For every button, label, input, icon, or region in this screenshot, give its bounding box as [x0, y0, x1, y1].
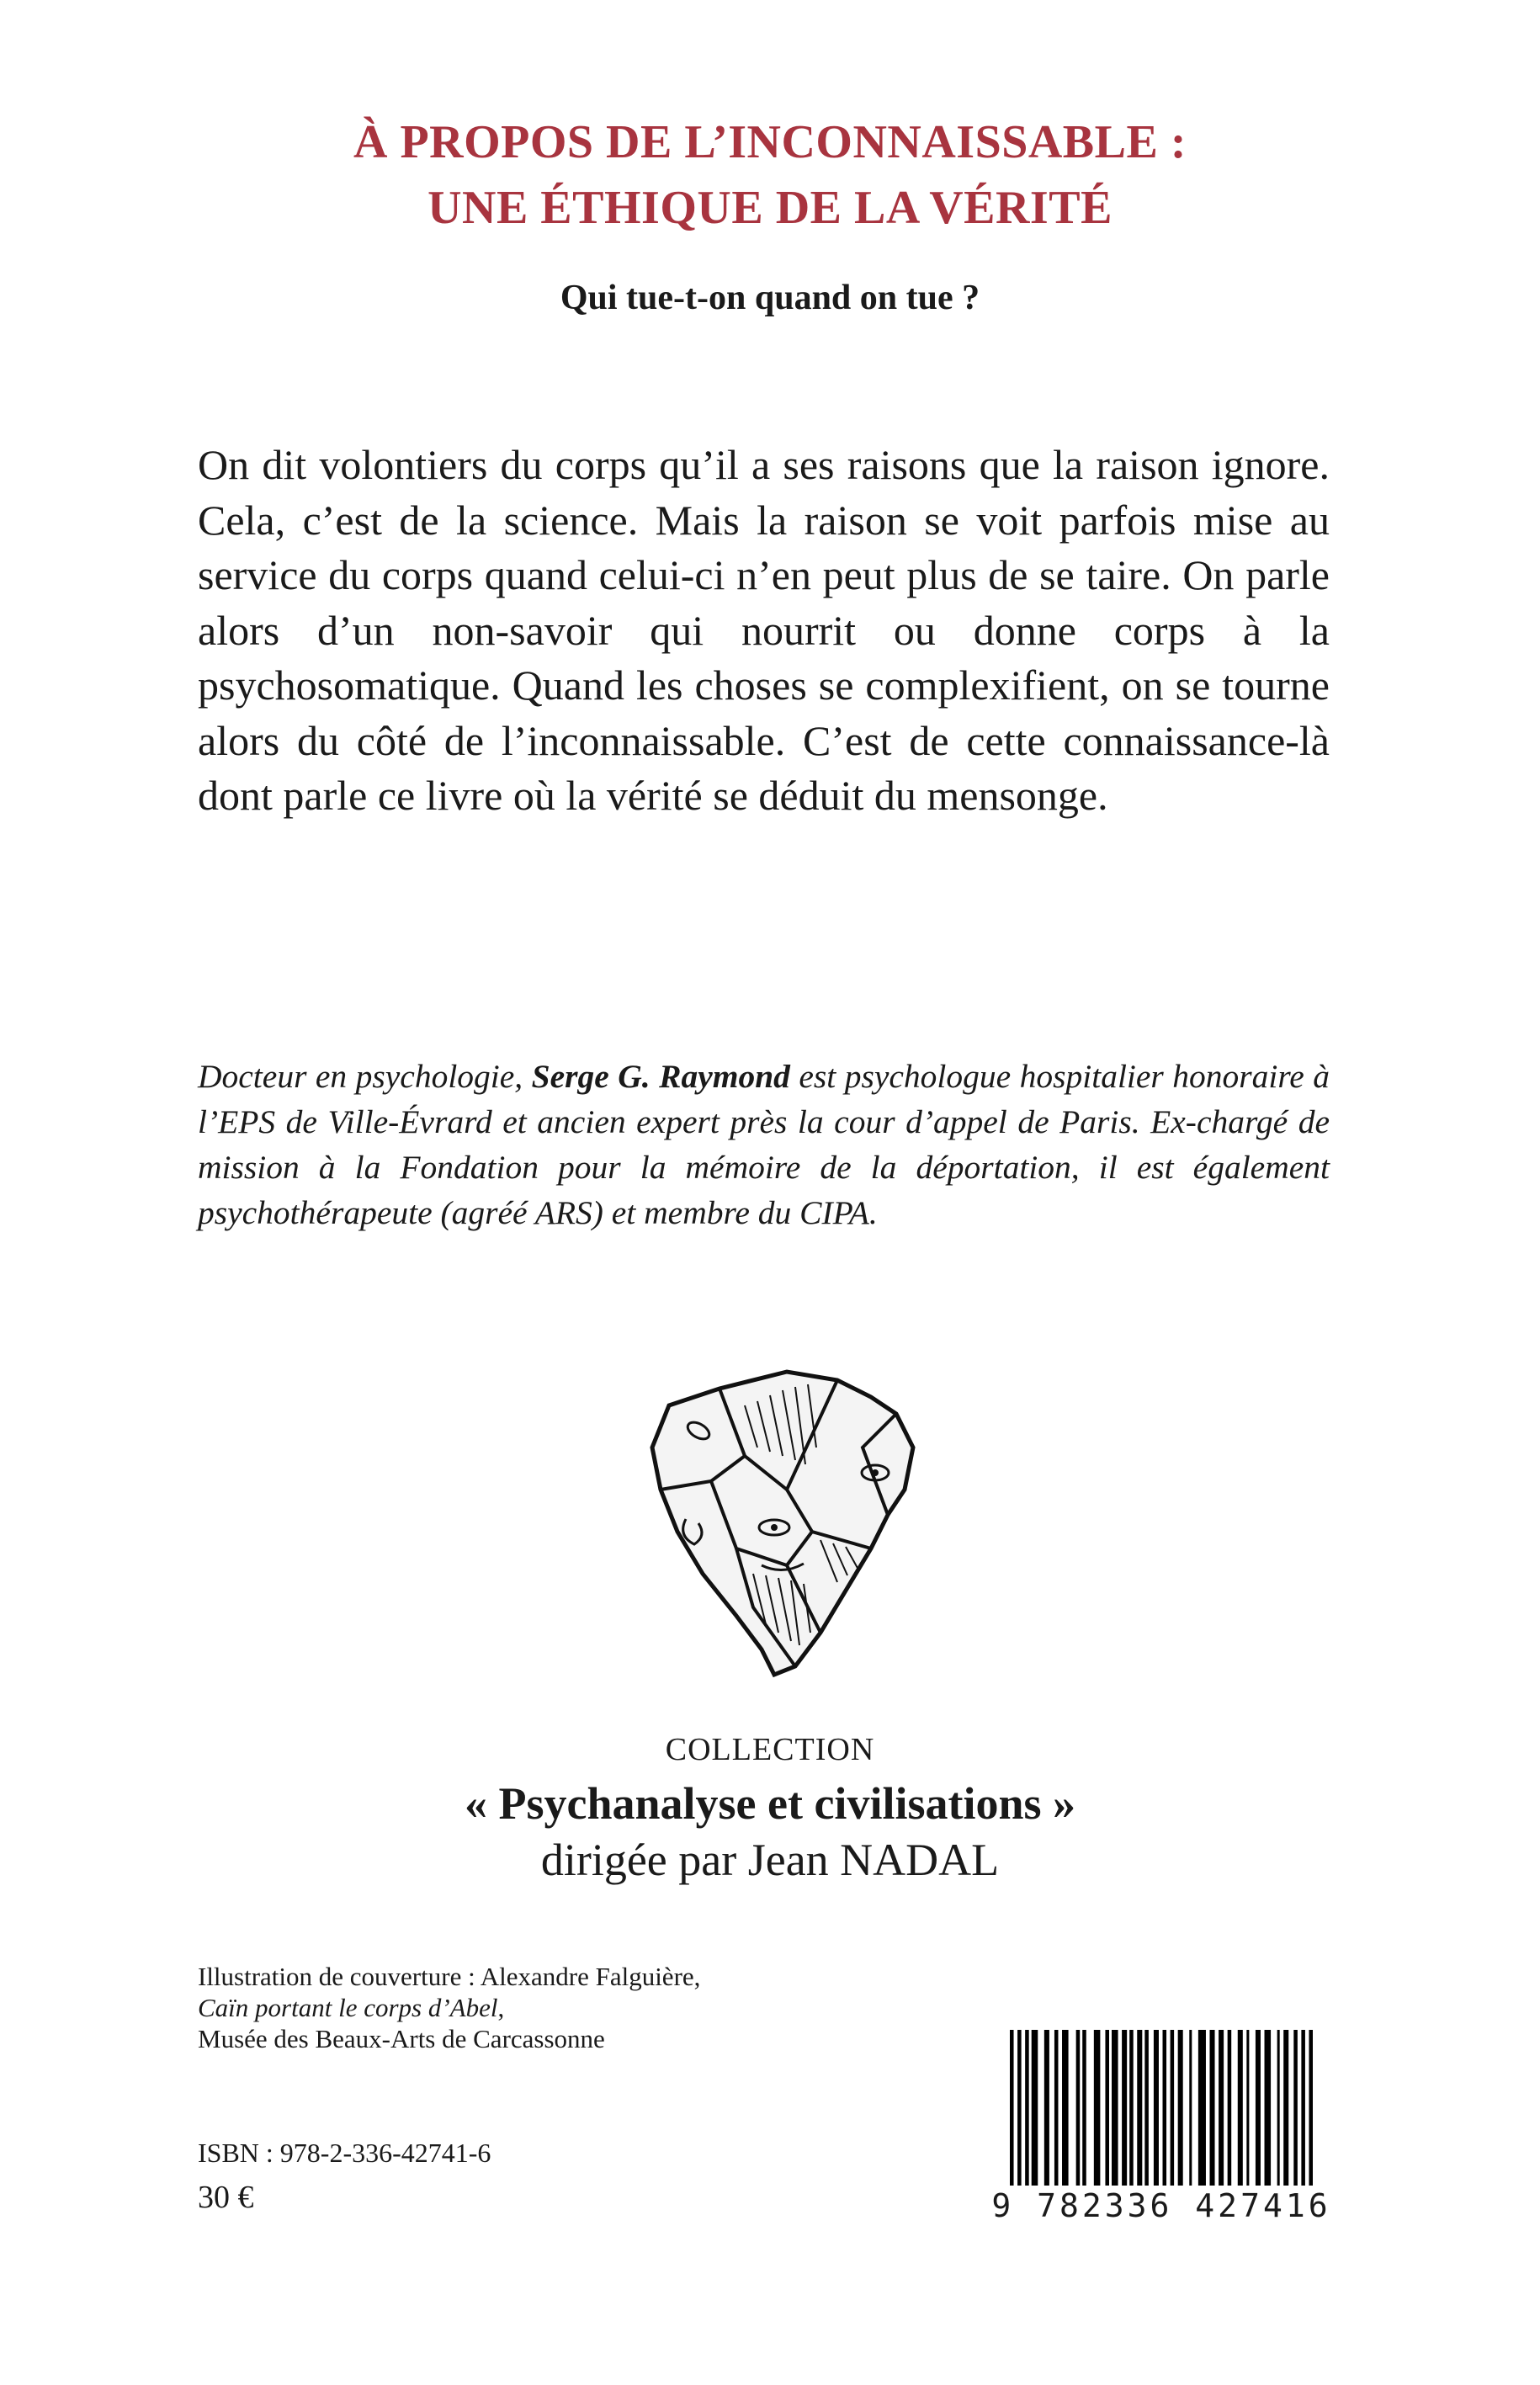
barcode-bar — [1209, 2030, 1214, 2186]
barcode-bar — [1189, 2030, 1192, 2186]
barcode-bar — [1025, 2030, 1029, 2186]
barcode-bar — [1105, 2030, 1109, 2186]
barcode-bar — [1219, 2030, 1224, 2186]
barcode-bar — [1082, 2030, 1086, 2186]
credits-artwork — [198, 1992, 837, 2023]
barcode-bar — [1293, 2030, 1298, 2186]
author-bio — [198, 1054, 1330, 1235]
barcode-bar — [1032, 2030, 1038, 2186]
barcode-bar — [1256, 2030, 1261, 2186]
barcode-bar — [1198, 2030, 1206, 2186]
barcode-bar — [1062, 2030, 1069, 2186]
price: 30 € — [198, 2180, 254, 2215]
barcode-bar — [1228, 2030, 1232, 2186]
barcode-digits: 9 782336 427416 — [991, 2187, 1331, 2224]
collection-block — [0, 1729, 1540, 1888]
collection-label: COLLECTION — [665, 1732, 875, 1767]
isbn: ISBN : 978-2-336-42741-6 — [198, 2138, 491, 2168]
credits-artwork-title: Caïn portant le corps d’Abel — [198, 1993, 498, 2022]
barcode-bar — [1246, 2030, 1249, 2186]
barcode-bars — [1010, 2030, 1313, 2190]
barcode-bar — [1309, 2030, 1313, 2186]
barcode-bar — [1076, 2030, 1081, 2186]
collection-emblem-icon — [619, 1355, 955, 1692]
barcode-bar — [1178, 2030, 1183, 2186]
barcode-bar — [1044, 2030, 1049, 2186]
cover-credits — [198, 1961, 837, 2054]
collection-director: dirigée par Jean NADAL — [540, 1835, 1000, 1885]
collection-name: « Psychanalyse et civilisations » — [465, 1778, 1075, 1829]
barcode-bar — [1238, 2030, 1243, 2186]
barcode-bar — [1054, 2030, 1059, 2186]
book-title-line-1: À PROPOS DE L’INCONNAISSABLE : — [353, 116, 1187, 168]
author-bio-body: est psychologue hospitalier honoraire à l’EPS de Ville-Évrard et ancien expert près la cour d’appel de Paris. Ex-chargé de mission à la Fondation pour la mémoire de la déportation, il est également psychothérapeute (agréé ARS) et membre du CIPA. — [198, 1058, 1330, 1231]
author-bio-intro: Docteur en psychologie, — [198, 1058, 532, 1095]
book-subtitle: Qui tue-t-on quand on tue ? — [560, 279, 980, 317]
barcode-bar — [1122, 2030, 1127, 2186]
barcode-bar — [1171, 2030, 1175, 2186]
barcode-bar — [1265, 2030, 1272, 2186]
barcode-bar — [1283, 2030, 1288, 2186]
barcode-bar — [1301, 2030, 1305, 2186]
barcode-bar — [1163, 2030, 1167, 2186]
book-title — [0, 109, 1540, 241]
barcode-bar — [1277, 2030, 1280, 2186]
barcode-bar — [1017, 2030, 1022, 2186]
back-cover-blurb: On dit volontiers du corps qu’il a ses raisons que la raison ignore. Cela, c’est de la science. Mais la raison se voit parfois mise au service du corps quand celui-ci n’en peut plus de se taire. On parle alors d’un non-savoir qui nourrit ou donne corps à la psychosomatique. Quand les choses se complexifient, on se tourne alors du côté de l’inconnaissable. C’est de cette connaissance-là dont parle ce livre où la vérité se déduit du mensonge. — [198, 441, 1330, 819]
barcode-bar — [1144, 2030, 1149, 2186]
book-title-line-2: UNE ÉTHIQUE DE LA VÉRITÉ — [427, 182, 1113, 234]
barcode-bar — [1154, 2030, 1159, 2186]
author-name: Serge G. Raymond — [531, 1058, 790, 1095]
barcode-bar — [1112, 2030, 1118, 2186]
barcode — [985, 2030, 1338, 2225]
credits-illustrator: Illustration de couverture : Alexandre Falguière, — [198, 1962, 701, 1991]
barcode-bar — [1094, 2030, 1101, 2186]
emblem-outline — [652, 1372, 913, 1675]
credits-museum: Musée des Beaux-Arts de Carcassonne — [198, 2024, 605, 2053]
credits-artwork-suffix: , — [497, 1993, 505, 2022]
barcode-bar — [1129, 2030, 1134, 2186]
barcode-bar — [1137, 2030, 1142, 2186]
barcode-bar — [1010, 2030, 1014, 2186]
